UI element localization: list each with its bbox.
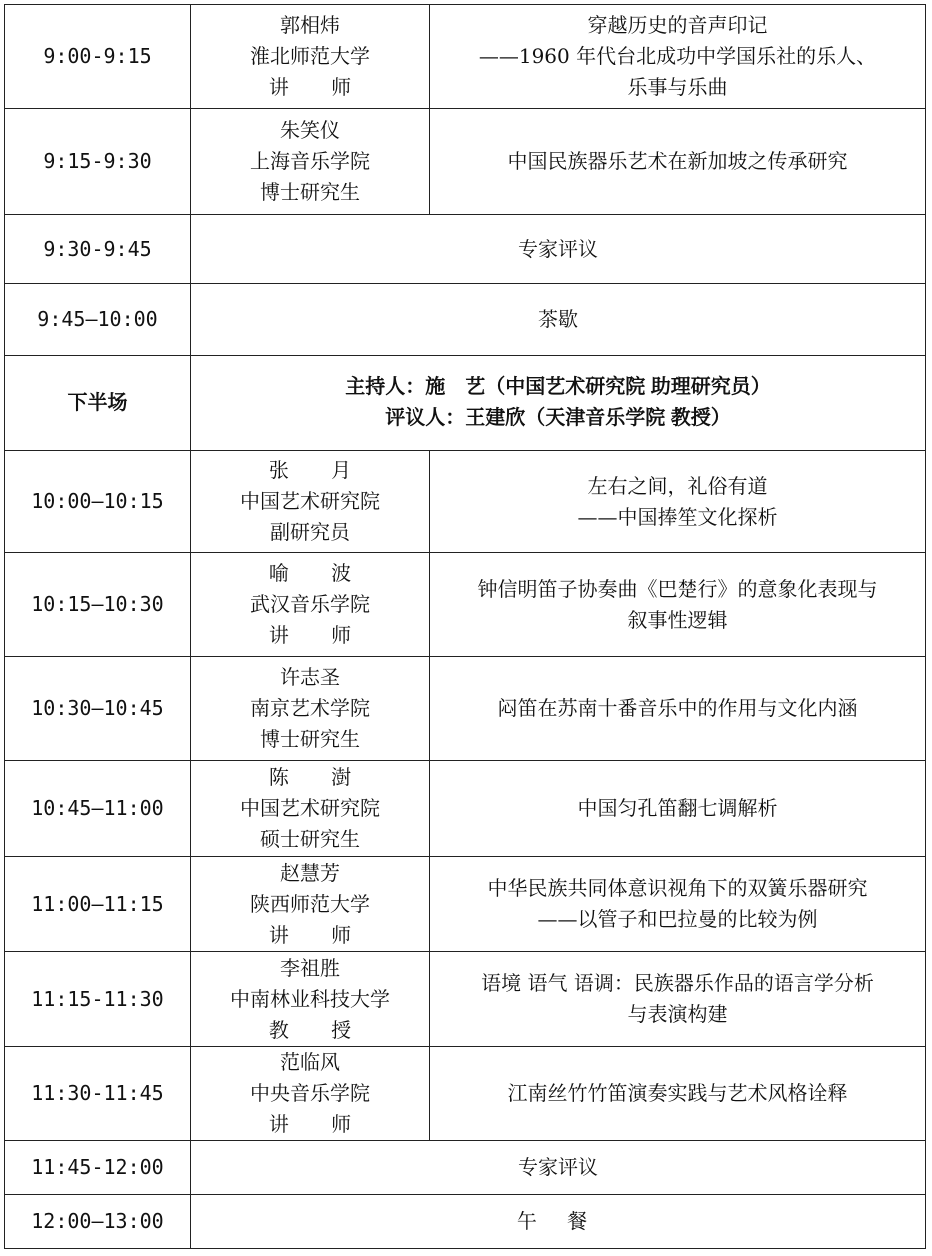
talk-title-line: 与表演构建: [627, 1002, 728, 1026]
speaker-cell: [191, 451, 430, 553]
talk-title-line: 中华民族共同体意识视角下的双簧乐器研究: [487, 876, 868, 900]
talk-subtitle-line: ——1960 年代台北成功中学国乐社的乐人、: [478, 44, 877, 68]
speaker-cell: [191, 1047, 430, 1141]
speaker-cell: [191, 952, 430, 1047]
speaker-cell: [191, 657, 430, 761]
speaker-org: 南京艺术学院: [250, 696, 370, 720]
talk-subtitle-line: 乐事与乐曲: [627, 75, 728, 99]
talk-title: [430, 451, 926, 553]
table-row: [5, 553, 926, 657]
time-slot: 10:15—10:30: [5, 553, 191, 657]
time-slot: 11:15-11:30: [5, 952, 191, 1047]
speaker-name: 郭相炜: [280, 13, 340, 37]
speaker-name: 朱笑仪: [280, 118, 340, 142]
speaker-name: 赵慧芳: [280, 860, 340, 885]
speaker-role: 博士研究生: [260, 727, 360, 751]
talk-subtitle-line: ——中国捧笙文化探析: [577, 504, 778, 529]
speaker-org: 中央音乐学院: [250, 1081, 370, 1105]
speaker-cell: [191, 761, 430, 857]
talk-title: [430, 857, 926, 952]
time-slot: 10:45—11:00: [5, 761, 191, 857]
table-row: [5, 451, 926, 553]
talk-title-line: 中国民族器乐艺术在新加坡之传承研究: [507, 149, 848, 173]
host-line: 主持人：施 艺（中国艺术研究院 助理研究员）: [345, 376, 771, 398]
speaker-role: 教 授: [268, 1017, 370, 1042]
talk-title: [430, 553, 926, 657]
talk-title: [430, 5, 926, 109]
time-slot: 11:00—11:15: [5, 857, 191, 952]
section-hosts: [191, 356, 926, 451]
speaker-cell: [191, 5, 430, 109]
talk-title-line: 叙事性逻辑: [627, 607, 728, 632]
table-row: [5, 952, 926, 1047]
table-row: [5, 5, 926, 109]
talk-title: [430, 657, 926, 761]
talk-subtitle-line: ——以管子和巴拉曼的比较为例: [537, 907, 818, 931]
speaker-role: 硕士研究生: [260, 827, 360, 851]
table-row: [5, 657, 926, 761]
time-slot: 11:30-11:45: [5, 1047, 191, 1141]
time-slot: 9:30-9:45: [5, 215, 191, 284]
talk-title-line: 中国匀孔笛翻七调解析: [577, 796, 778, 820]
time-slot: 9:15-9:30: [5, 109, 191, 215]
talk-title-line: 江南丝竹竹笛演奏实践与艺术风格诠释: [507, 1081, 848, 1105]
section-label: 下半场: [5, 356, 191, 451]
table-row: [5, 761, 926, 857]
table-row: [5, 284, 926, 356]
speaker-org: 陕西师范大学: [250, 891, 370, 916]
talk-title-line: 左右之间，礼俗有道: [587, 473, 768, 498]
speaker-org: 淮北师范大学: [250, 44, 370, 68]
time-slot: 12:00—13:00: [5, 1195, 191, 1249]
talk-title-line: 钟信明笛子协奏曲《巴楚行》的意象化表现与: [477, 576, 878, 601]
session-item: 茶歇: [191, 284, 926, 356]
talk-title-line: 穿越历史的音声印记: [587, 13, 768, 37]
speaker-name: 陈 澍: [268, 765, 370, 789]
time-slot: 11:45-12:00: [5, 1141, 191, 1195]
table-row: [5, 1141, 926, 1195]
speaker-name: 喻 波: [268, 561, 370, 585]
speaker-cell: [191, 857, 430, 952]
talk-title: [430, 1047, 926, 1141]
schedule-table: [4, 4, 926, 1249]
talk-title-line: 语境 语气 语调：民族器乐作品的语言学分析: [481, 971, 874, 995]
table-row: [5, 857, 926, 952]
speaker-role: 讲 师: [268, 922, 370, 947]
table-row: [5, 1047, 926, 1141]
speaker-name: 张 月: [268, 458, 370, 482]
session-item: 专家评议: [191, 215, 926, 284]
speaker-name: 范临风: [280, 1050, 340, 1074]
session-item: 午 餐: [191, 1195, 926, 1249]
session-item: 专家评议: [191, 1141, 926, 1195]
talk-title: [430, 109, 926, 215]
talk-title: [430, 952, 926, 1047]
speaker-role: 讲 师: [268, 1112, 370, 1136]
speaker-org: 中南林业科技大学: [230, 986, 390, 1011]
speaker-org: 上海音乐学院: [250, 149, 370, 173]
table-row: [5, 215, 926, 284]
table-row: [5, 1195, 926, 1249]
speaker-cell: [191, 109, 430, 215]
time-slot: 10:00—10:15: [5, 451, 191, 553]
speaker-org: 武汉音乐学院: [250, 592, 370, 616]
reviewer-line: 评议人：王建欣（天津音乐学院 教授）: [385, 407, 731, 429]
time-slot: 9:00-9:15: [5, 5, 191, 109]
time-slot: 9:45—10:00: [5, 284, 191, 356]
talk-title: [430, 761, 926, 857]
section-header-row: [5, 356, 926, 451]
speaker-org: 中国艺术研究院: [240, 796, 380, 820]
speaker-role: 博士研究生: [260, 180, 360, 204]
speaker-role: 讲 师: [268, 75, 370, 99]
time-slot: 10:30—10:45: [5, 657, 191, 761]
speaker-role: 副研究员: [270, 520, 350, 544]
speaker-cell: [191, 553, 430, 657]
speaker-org: 中国艺术研究院: [240, 489, 380, 513]
talk-title-line: 闷笛在苏南十番音乐中的作用与文化内涵: [497, 696, 858, 720]
speaker-name: 李祖胜: [280, 955, 340, 980]
speaker-role: 讲 师: [268, 623, 370, 647]
speaker-name: 许志圣: [280, 665, 340, 689]
table-row: [5, 109, 926, 215]
